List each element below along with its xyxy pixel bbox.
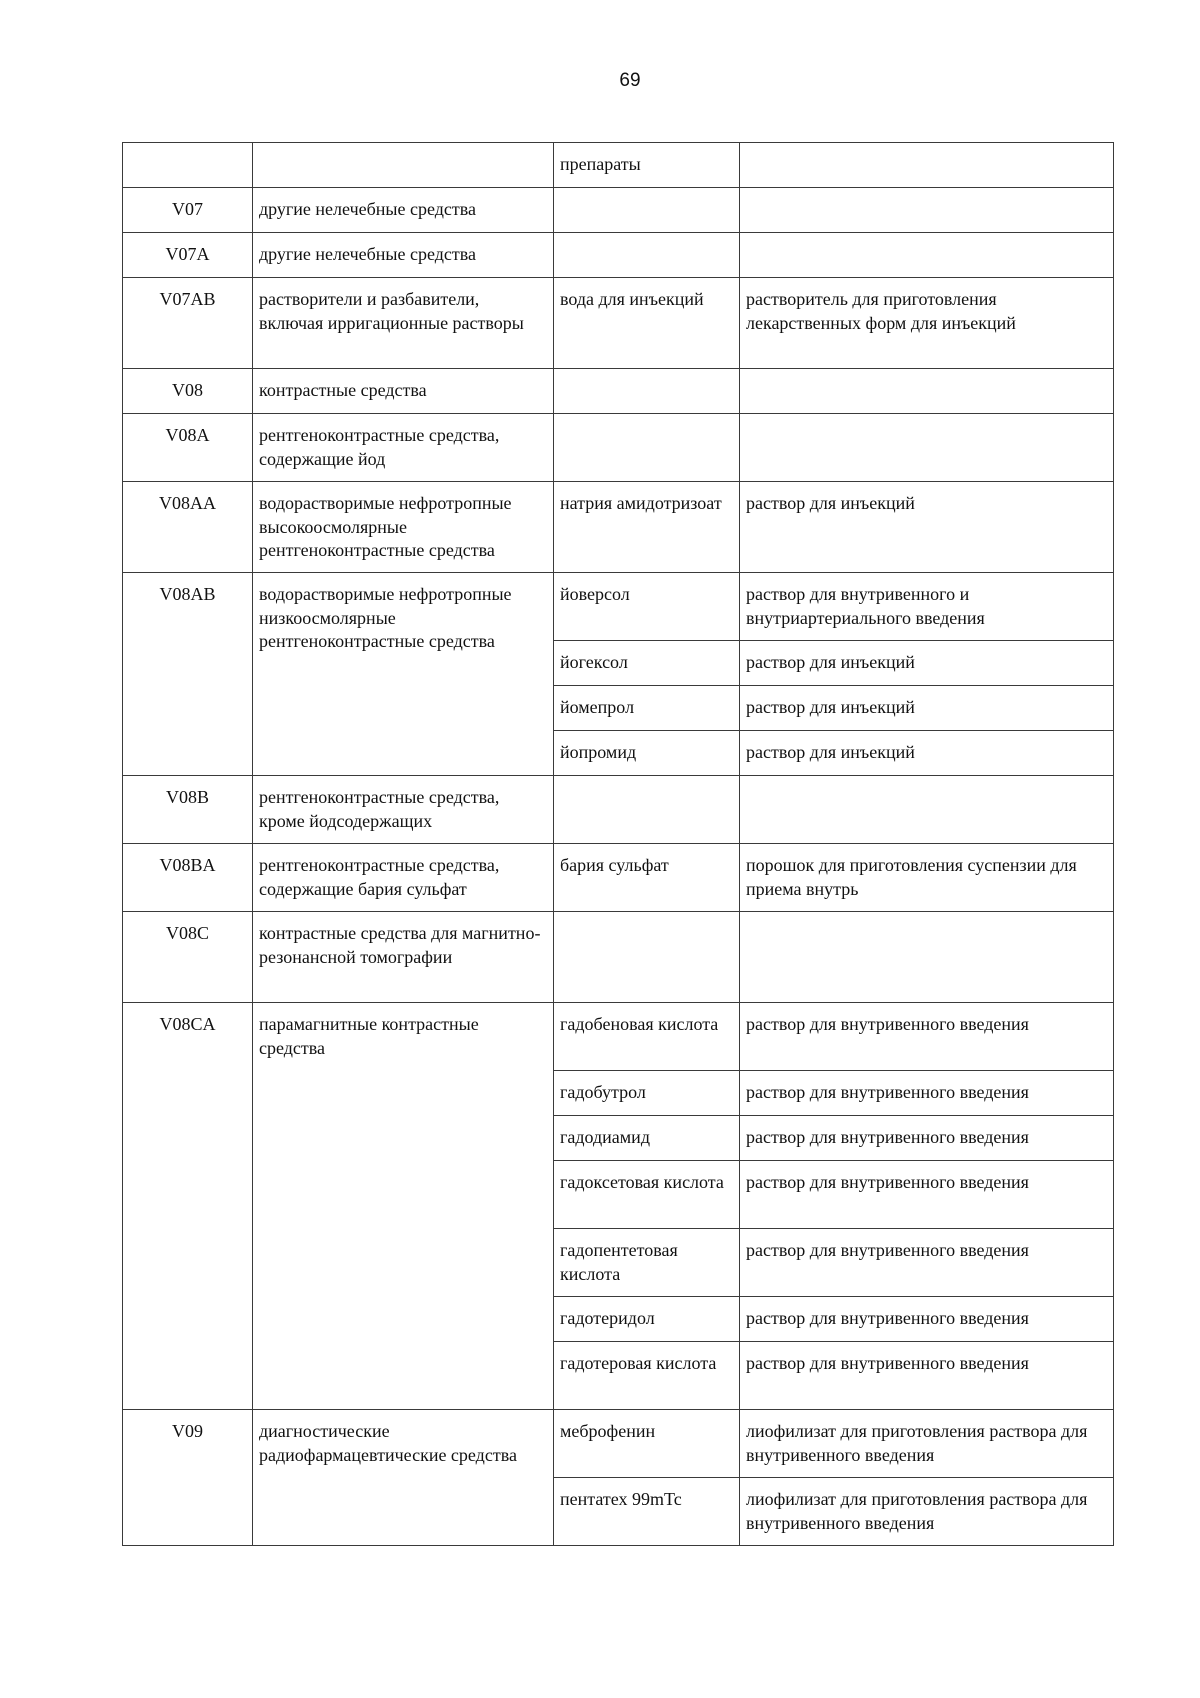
drug-cell: йогексол: [554, 641, 740, 686]
table-row: [123, 912, 1114, 1003]
drug-cell: гадотеровая кислота: [554, 1342, 740, 1410]
dosage-form-cell: раствор для инъекций: [740, 731, 1114, 776]
atc-code-cell: V08AB: [123, 573, 253, 776]
dosage-form-cell: [740, 912, 1114, 1003]
drug-cell: гадобеновая кислота: [554, 1003, 740, 1071]
table-row: [123, 369, 1114, 414]
group-cell: другие нелечебные средства: [253, 188, 554, 233]
dosage-form-cell: [740, 233, 1114, 278]
dosage-form-cell: раствор для внутривенного введения: [740, 1003, 1114, 1071]
group-cell: рентгеноконтрастные средства, кроме йодсодержащих: [253, 776, 554, 844]
table-row: [123, 143, 1114, 188]
drug-cell: йопромид: [554, 731, 740, 776]
atc-code-cell: V08CA: [123, 1003, 253, 1410]
dosage-form-cell: [740, 369, 1114, 414]
drug-cell: вода для инъекций: [554, 278, 740, 369]
table-row: [123, 844, 1114, 912]
atc-code-cell: V07AB: [123, 278, 253, 369]
table-row: [123, 233, 1114, 278]
group-cell: контрастные средства: [253, 369, 554, 414]
group-cell: растворители и разбавители, включая ирригационные растворы: [253, 278, 554, 369]
group-cell: парамагнитные контрастные средства: [253, 1003, 554, 1410]
dosage-form-cell: порошок для приготовления суспензии для приема внутрь: [740, 844, 1114, 912]
atc-code-cell: V08AA: [123, 482, 253, 573]
dosage-form-cell: [740, 414, 1114, 482]
atc-code-cell: V08C: [123, 912, 253, 1003]
dosage-form-cell: лиофилизат для приготовления раствора для внутривенного введения: [740, 1478, 1114, 1546]
drug-cell: [554, 369, 740, 414]
dosage-form-cell: раствор для внутривенного введения: [740, 1342, 1114, 1410]
dosage-form-cell: раствор для внутривенного введения: [740, 1161, 1114, 1229]
dosage-form-cell: растворитель для приготовления лекарственных форм для инъекций: [740, 278, 1114, 369]
group-cell: водорастворимые нефротропные высокоосмолярные рентгеноконтрастные средства: [253, 482, 554, 573]
group-cell: контрастные средства для магнитно-резонансной томографии: [253, 912, 554, 1003]
table-row: [123, 188, 1114, 233]
drug-cell: [554, 776, 740, 844]
drug-cell: препараты: [554, 143, 740, 188]
drug-cell: йомепрол: [554, 686, 740, 731]
group-cell: рентгеноконтрастные средства, содержащие йод: [253, 414, 554, 482]
dosage-form-cell: раствор для внутривенного введения: [740, 1229, 1114, 1297]
drug-cell: гадобутрол: [554, 1071, 740, 1116]
drug-cell: [554, 912, 740, 1003]
dosage-form-cell: лиофилизат для приготовления раствора для внутривенного введения: [740, 1410, 1114, 1478]
drug-cell: гадоксетовая кислота: [554, 1161, 740, 1229]
drug-cell: [554, 414, 740, 482]
atc-code-cell: V08B: [123, 776, 253, 844]
dosage-form-cell: раствор для инъекций: [740, 686, 1114, 731]
atc-code-cell: V08BA: [123, 844, 253, 912]
atc-code-cell: V09: [123, 1410, 253, 1546]
table-row: [123, 573, 1114, 641]
drug-cell: натрия амидотризоат: [554, 482, 740, 573]
drug-cell: пентатех 99mTc: [554, 1478, 740, 1546]
atc-code-cell: V07: [123, 188, 253, 233]
table-row: [123, 1003, 1114, 1071]
dosage-form-cell: раствор для внутривенного и внутриартериального введения: [740, 573, 1114, 641]
dosage-form-cell: [740, 776, 1114, 844]
drug-cell: гадодиамид: [554, 1116, 740, 1161]
dosage-form-cell: раствор для внутривенного введения: [740, 1071, 1114, 1116]
drug-cell: меброфенин: [554, 1410, 740, 1478]
drug-cell: [554, 233, 740, 278]
table-row: [123, 1410, 1114, 1478]
drug-cell: гадопентетовая кислота: [554, 1229, 740, 1297]
table-row: [123, 278, 1114, 369]
table-row: [123, 482, 1114, 573]
dosage-form-cell: раствор для инъекций: [740, 641, 1114, 686]
group-cell: водорастворимые нефротропные низкоосмолярные рентгеноконтрастные средства: [253, 573, 554, 776]
drug-cell: бария сульфат: [554, 844, 740, 912]
group-cell: [253, 143, 554, 188]
drug-cell: гадотеридол: [554, 1297, 740, 1342]
group-cell: другие нелечебные средства: [253, 233, 554, 278]
medicines-table: [122, 142, 1114, 1546]
page-number: 69: [619, 70, 641, 91]
dosage-form-cell: раствор для инъекций: [740, 482, 1114, 573]
drug-cell: йоверсол: [554, 573, 740, 641]
dosage-form-cell: [740, 143, 1114, 188]
dosage-form-cell: [740, 188, 1114, 233]
drug-cell: [554, 188, 740, 233]
dosage-form-cell: раствор для внутривенного введения: [740, 1297, 1114, 1342]
group-cell: диагностические радиофармацевтические средства: [253, 1410, 554, 1546]
table-row: [123, 414, 1114, 482]
atc-code-cell: V07A: [123, 233, 253, 278]
table-row: [123, 776, 1114, 844]
group-cell: рентгеноконтрастные средства, содержащие бария сульфат: [253, 844, 554, 912]
atc-code-cell: V08: [123, 369, 253, 414]
atc-code-cell: V08A: [123, 414, 253, 482]
atc-code-cell: [123, 143, 253, 188]
dosage-form-cell: раствор для внутривенного введения: [740, 1116, 1114, 1161]
